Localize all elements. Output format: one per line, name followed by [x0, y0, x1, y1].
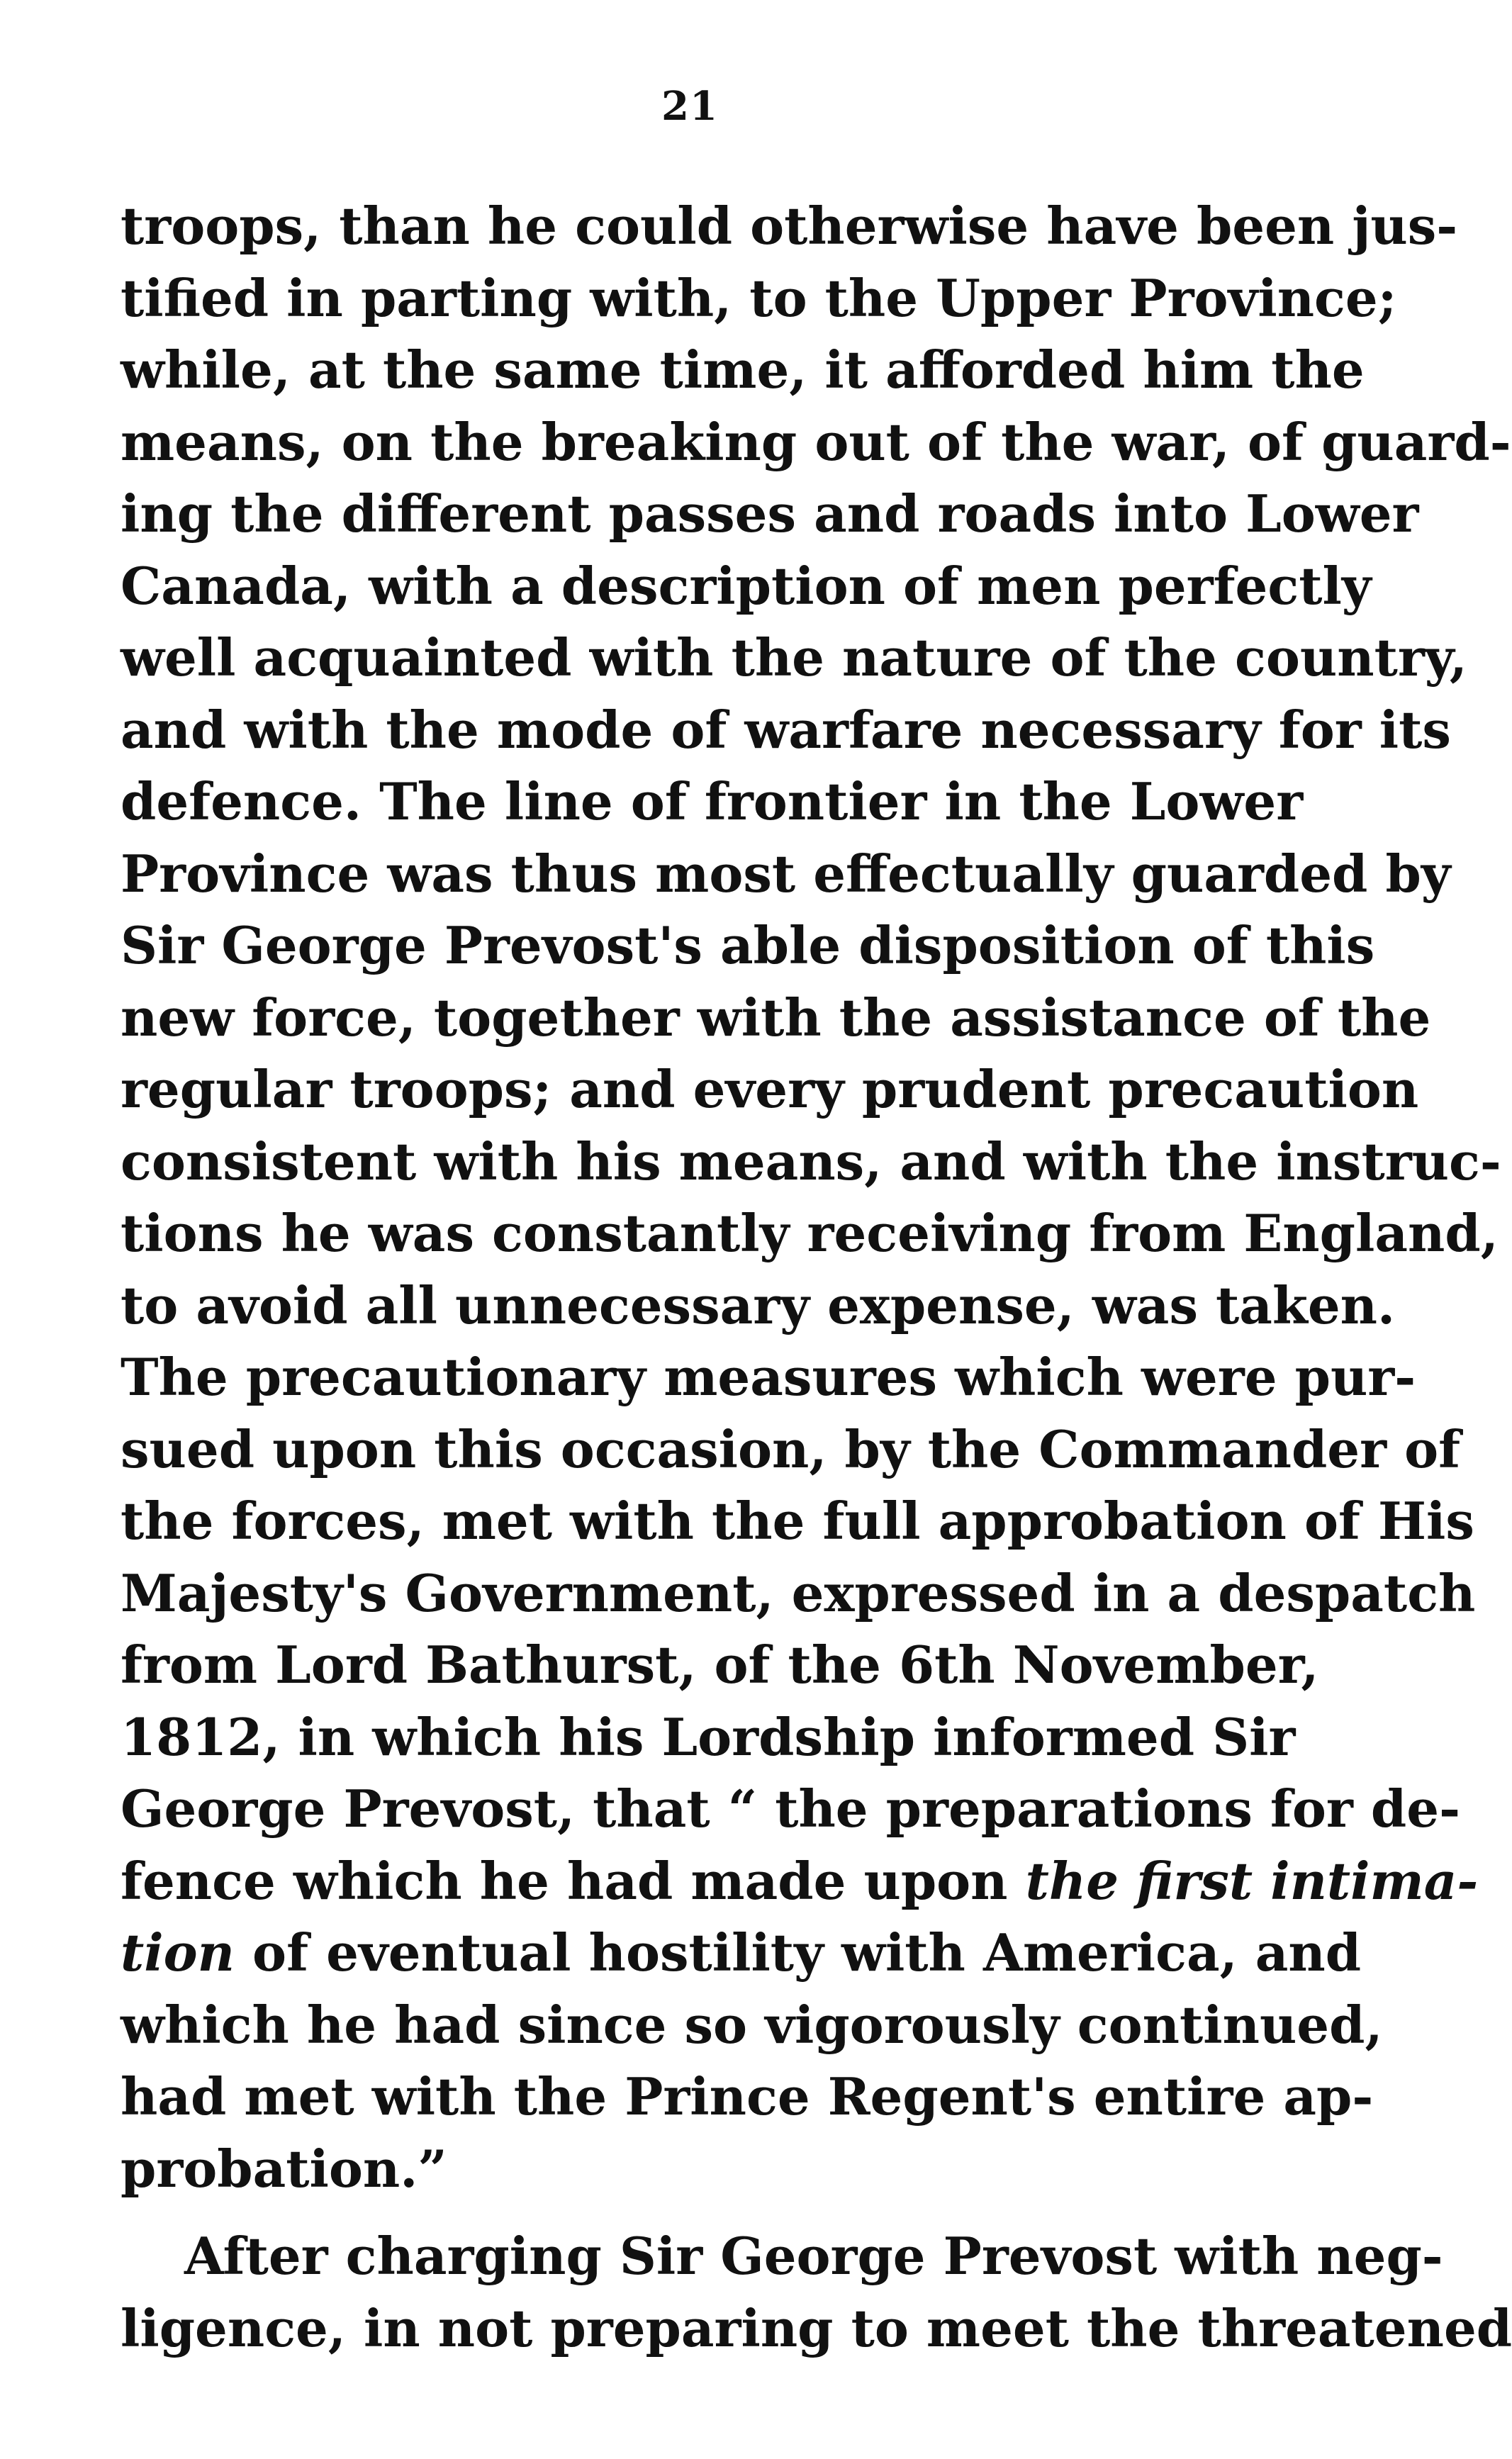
text-line: from Lord Bathurst, of the 6th November, — [121, 1635, 1319, 1695]
italic-phrase: tion — [121, 1922, 235, 1983]
text-line: probation.” — [121, 2138, 447, 2199]
paragraph-1 — [121, 190, 1511, 2205]
text-line: which he had since so vigorously continued, — [121, 1994, 1383, 2055]
text-line: to avoid all unnecessary expense, was taken. — [121, 1275, 1396, 1335]
text-line: troops, than he could otherwise have been jus- — [121, 196, 1458, 256]
text-line: sued upon this occasion, by the Commander of — [121, 1418, 1461, 1479]
text-line: Sir George Prevost's able disposition of this — [121, 915, 1375, 975]
paragraph-2 — [121, 2220, 1512, 2364]
text-line: tified in parting with, to the Upper Province; — [121, 267, 1397, 328]
text-segment: of eventual hostility with America, and — [234, 1922, 1362, 1983]
text-segment: fence which he had made upon — [121, 1850, 1026, 1911]
text-line: ligence, in not preparing to meet the threatened — [121, 2297, 1512, 2358]
text-line: new force, together with the assistance of the — [121, 987, 1431, 1048]
text-line: tions he was constantly receiving from England, — [121, 1203, 1499, 1263]
text-line: ing the different passes and roads into Lower — [121, 483, 1419, 544]
text-line: means, on the breaking out of the war, of guard- — [121, 411, 1511, 472]
text-line: well acquainted with the nature of the country, — [121, 627, 1467, 688]
paragraph-gap — [121, 2205, 1276, 2220]
italic-phrase: the first intima- — [1025, 1850, 1479, 1911]
page-number: 21 — [661, 83, 718, 130]
text-line: and with the mode of warfare necessary for its — [121, 699, 1451, 760]
text-line: 1812, in which his Lordship informed Sir — [121, 1706, 1296, 1767]
text-line-with-italic — [121, 1845, 1479, 1917]
text-line: George Prevost, that “ the preparations for de- — [121, 1779, 1460, 1839]
text-line: defence. The line of frontier in the Lower — [121, 771, 1304, 831]
text-line: After charging Sir George Prevost with neg- — [184, 2226, 1443, 2286]
text-body — [121, 190, 1512, 2364]
text-line: regular troops; and every prudent precaution — [121, 1059, 1419, 1119]
text-line: The precautionary measures which were pur- — [121, 1347, 1416, 1407]
text-line: the forces, met with the full approbation of His — [121, 1491, 1474, 1551]
text-line: Province was thus most effectually guarded by — [121, 843, 1451, 904]
text-line: Canada, with a description of men perfectly — [121, 555, 1372, 616]
text-line: Majesty's Government, expressed in a despatch — [121, 1562, 1476, 1623]
text-line: while, at the same time, it afforded him the — [121, 340, 1365, 400]
text-line: consistent with his means, and with the instruc- — [121, 1131, 1501, 1192]
text-line: had met with the Prince Regent's entire ap- — [121, 2066, 1374, 2127]
text-line-with-italic — [121, 1917, 1362, 1989]
